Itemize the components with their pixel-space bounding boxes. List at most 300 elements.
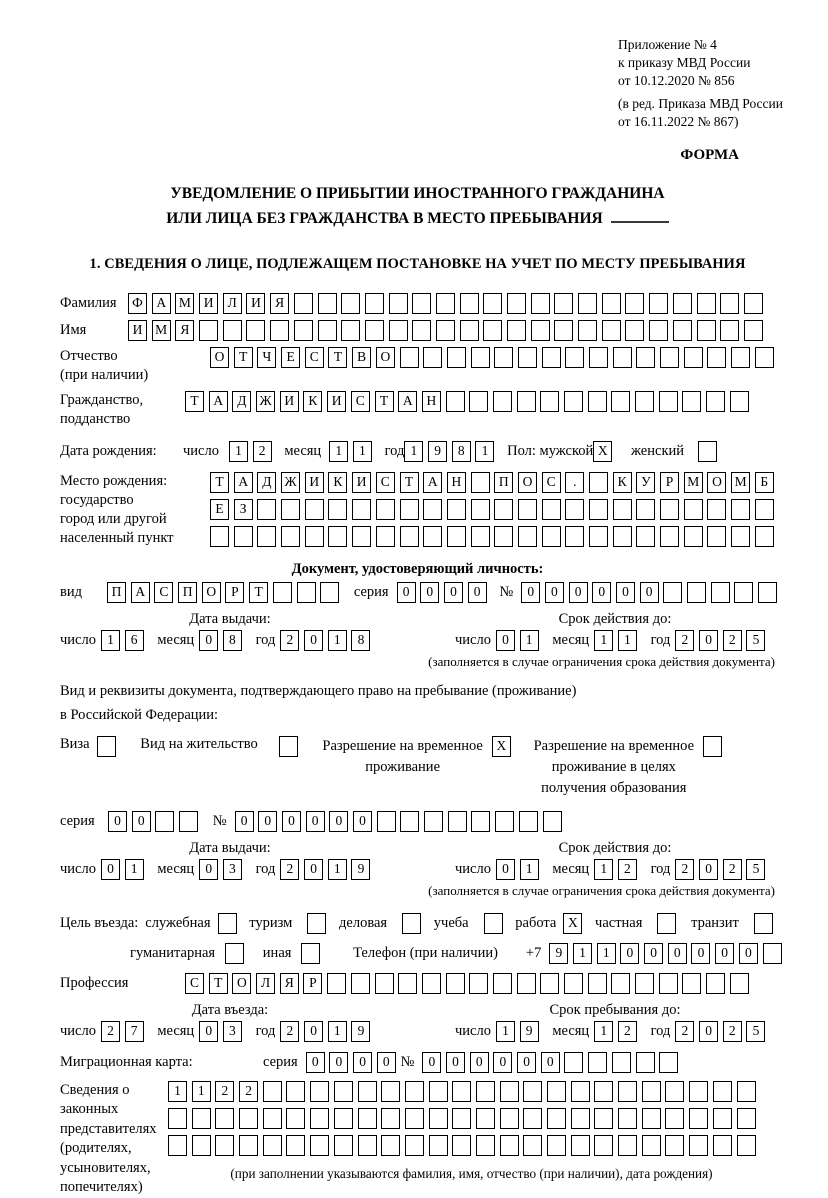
char-cell[interactable] [376,526,395,547]
char-cell[interactable]: 1 [597,943,616,964]
char-cell[interactable]: 0 [715,943,734,964]
char-cell[interactable]: 0 [101,859,120,880]
char-cell[interactable] [281,499,300,520]
char-cell[interactable]: О [518,472,537,493]
char-cell[interactable]: Д [232,391,251,412]
char-cell[interactable] [341,320,360,341]
char-cell[interactable] [754,913,773,934]
char-cell[interactable]: 2 [618,1021,637,1042]
char-cell[interactable] [263,1108,282,1129]
char-cell[interactable] [476,1135,495,1156]
char-cell[interactable] [305,526,324,547]
char-cell[interactable] [365,320,384,341]
char-cell[interactable] [400,526,419,547]
char-cell[interactable] [310,1108,329,1129]
char-cell[interactable]: 0 [304,859,323,880]
char-cell[interactable]: 0 [691,943,710,964]
char-cell[interactable] [493,973,512,994]
char-cell[interactable]: С [185,973,204,994]
char-cell[interactable] [698,441,717,462]
char-cell[interactable] [571,1108,590,1129]
char-cell[interactable]: 2 [101,1021,120,1042]
char-cell[interactable]: 2 [215,1081,234,1102]
char-cell[interactable]: 0 [108,811,127,832]
char-cell[interactable] [307,913,326,934]
char-cell[interactable]: 1 [328,859,347,880]
char-cell[interactable]: С [542,472,561,493]
char-cell[interactable]: 0 [377,1052,396,1073]
char-cell[interactable] [257,526,276,547]
char-cell[interactable] [720,320,739,341]
char-cell[interactable] [168,1135,187,1156]
char-cell[interactable]: П [107,582,126,603]
char-cell[interactable] [602,320,621,341]
purpose-study-checkbox[interactable] [484,913,508,934]
char-cell[interactable]: Р [660,472,679,493]
char-cell[interactable] [588,973,607,994]
char-cell[interactable]: 0 [420,582,439,603]
char-cell[interactable] [588,391,607,412]
char-cell[interactable] [405,1135,424,1156]
char-cell[interactable]: С [351,391,370,412]
char-cell[interactable]: Н [422,391,441,412]
char-cell[interactable]: 0 [493,1052,512,1073]
char-cell[interactable] [571,1081,590,1102]
char-cell[interactable] [673,293,692,314]
char-cell[interactable] [517,391,536,412]
char-cell[interactable]: 1 [168,1081,187,1102]
char-cell[interactable] [334,1108,353,1129]
char-cell[interactable] [763,943,782,964]
char-cell[interactable] [452,1081,471,1102]
char-cell[interactable]: Ж [256,391,275,412]
char-cell[interactable] [500,1135,519,1156]
char-cell[interactable] [429,1135,448,1156]
char-cell[interactable] [263,1081,282,1102]
char-cell[interactable]: 0 [496,630,515,651]
char-cell[interactable]: 0 [306,811,325,832]
char-cell[interactable] [554,293,573,314]
char-cell[interactable] [452,1108,471,1129]
char-cell[interactable]: 0 [306,1052,325,1073]
char-cell[interactable] [642,1108,661,1129]
char-cell[interactable]: 8 [452,441,471,462]
char-cell[interactable] [636,1052,655,1073]
char-cell[interactable] [564,1052,583,1073]
char-cell[interactable] [412,293,431,314]
purpose-other-checkbox[interactable] [301,943,325,964]
char-cell[interactable]: 9 [351,1021,370,1042]
char-cell[interactable]: 0 [470,1052,489,1073]
char-cell[interactable] [246,320,265,341]
char-cell[interactable]: 0 [304,630,323,651]
char-cell[interactable] [706,391,725,412]
char-cell[interactable]: 1 [125,859,144,880]
char-cell[interactable]: . [565,472,584,493]
char-cell[interactable] [594,1135,613,1156]
char-cell[interactable] [210,526,229,547]
char-cell[interactable]: 0 [545,582,564,603]
char-cell[interactable]: Т [375,391,394,412]
char-cell[interactable]: 1 [496,1021,515,1042]
purpose-humanitarian-checkbox[interactable] [225,943,249,964]
char-cell[interactable] [697,293,716,314]
char-cell[interactable] [636,526,655,547]
char-cell[interactable] [523,1108,542,1129]
char-cell[interactable]: Н [447,472,466,493]
char-cell[interactable] [318,320,337,341]
char-cell[interactable] [611,973,630,994]
char-cell[interactable] [663,582,682,603]
char-cell[interactable] [744,293,763,314]
char-cell[interactable] [531,293,550,314]
char-cell[interactable]: 0 [541,1052,560,1073]
char-cell[interactable]: М [731,472,750,493]
char-cell[interactable] [523,1081,542,1102]
char-cell[interactable] [540,391,559,412]
char-cell[interactable] [294,320,313,341]
char-cell[interactable] [542,347,561,368]
char-cell[interactable] [578,320,597,341]
char-cell[interactable] [571,1135,590,1156]
char-cell[interactable]: 0 [353,811,372,832]
char-cell[interactable] [377,811,396,832]
char-cell[interactable] [523,1135,542,1156]
char-cell[interactable] [613,499,632,520]
char-cell[interactable] [684,347,703,368]
char-cell[interactable]: 0 [304,1021,323,1042]
char-cell[interactable] [460,293,479,314]
char-cell[interactable]: И [128,320,147,341]
purpose-business-checkbox[interactable] [402,913,426,934]
char-cell[interactable] [218,913,237,934]
char-cell[interactable] [471,499,490,520]
char-cell[interactable]: 0 [446,1052,465,1073]
char-cell[interactable]: 9 [351,859,370,880]
char-cell[interactable] [281,526,300,547]
char-cell[interactable] [657,913,676,934]
char-cell[interactable]: 2 [675,630,694,651]
char-cell[interactable]: Я [270,293,289,314]
char-cell[interactable]: 1 [101,630,120,651]
char-cell[interactable]: З [234,499,253,520]
char-cell[interactable] [358,1135,377,1156]
char-cell[interactable] [301,943,320,964]
char-cell[interactable] [389,293,408,314]
char-cell[interactable]: 1 [353,441,372,462]
char-cell[interactable] [365,293,384,314]
char-cell[interactable] [199,320,218,341]
char-cell[interactable] [405,1081,424,1102]
char-cell[interactable]: И [305,472,324,493]
char-cell[interactable] [429,1081,448,1102]
char-cell[interactable] [436,293,455,314]
char-cell[interactable] [500,1081,519,1102]
char-cell[interactable] [334,1081,353,1102]
char-cell[interactable]: 5 [746,630,765,651]
char-cell[interactable] [375,973,394,994]
char-cell[interactable] [310,1135,329,1156]
char-cell[interactable] [400,347,419,368]
char-cell[interactable]: Е [210,499,229,520]
char-cell[interactable] [471,347,490,368]
char-cell[interactable] [476,1081,495,1102]
char-cell[interactable] [495,811,514,832]
char-cell[interactable] [286,1135,305,1156]
char-cell[interactable]: 0 [468,582,487,603]
char-cell[interactable]: О [210,347,229,368]
char-cell[interactable] [578,293,597,314]
char-cell[interactable] [564,391,583,412]
char-cell[interactable] [423,347,442,368]
char-cell[interactable]: О [232,973,251,994]
char-cell[interactable]: И [352,472,371,493]
char-cell[interactable] [484,913,503,934]
char-cell[interactable]: М [152,320,171,341]
temp-edu-checkbox[interactable] [703,736,727,757]
char-cell[interactable] [328,499,347,520]
char-cell[interactable]: 9 [428,441,447,462]
char-cell[interactable] [564,973,583,994]
char-cell[interactable]: И [199,293,218,314]
char-cell[interactable] [755,526,774,547]
char-cell[interactable]: Т [209,973,228,994]
char-cell[interactable] [734,582,753,603]
char-cell[interactable] [625,293,644,314]
char-cell[interactable]: 0 [235,811,254,832]
char-cell[interactable]: 0 [699,859,718,880]
char-cell[interactable] [542,526,561,547]
char-cell[interactable]: 9 [549,943,568,964]
purpose-transit-checkbox[interactable] [754,913,778,934]
char-cell[interactable] [565,526,584,547]
purpose-official-checkbox[interactable] [218,913,242,934]
char-cell[interactable] [602,293,621,314]
char-cell[interactable] [706,973,725,994]
char-cell[interactable]: 0 [329,1052,348,1073]
char-cell[interactable] [518,526,537,547]
char-cell[interactable]: К [613,472,632,493]
char-cell[interactable]: X [593,441,612,462]
char-cell[interactable] [665,1081,684,1102]
char-cell[interactable] [273,582,292,603]
char-cell[interactable]: X [492,736,511,757]
char-cell[interactable] [494,499,513,520]
char-cell[interactable]: Т [249,582,268,603]
temp-permit-checkbox[interactable] [492,736,516,757]
char-cell[interactable]: 2 [618,859,637,880]
char-cell[interactable] [547,1135,566,1156]
char-cell[interactable] [618,1081,637,1102]
char-cell[interactable] [405,1108,424,1129]
char-cell[interactable] [294,293,313,314]
char-cell[interactable] [713,1135,732,1156]
char-cell[interactable]: 1 [329,441,348,462]
char-cell[interactable] [554,320,573,341]
char-cell[interactable] [707,347,726,368]
char-cell[interactable]: 0 [699,630,718,651]
char-cell[interactable]: И [280,391,299,412]
char-cell[interactable] [589,472,608,493]
char-cell[interactable]: Т [210,472,229,493]
char-cell[interactable]: 1 [520,859,539,880]
char-cell[interactable] [448,811,467,832]
char-cell[interactable] [320,582,339,603]
char-cell[interactable] [755,347,774,368]
char-cell[interactable] [215,1135,234,1156]
char-cell[interactable]: О [376,347,395,368]
char-cell[interactable]: 1 [404,441,423,462]
char-cell[interactable]: 2 [280,630,299,651]
char-cell[interactable] [446,973,465,994]
char-cell[interactable] [565,347,584,368]
char-cell[interactable] [684,499,703,520]
char-cell[interactable] [286,1108,305,1129]
char-cell[interactable]: 0 [640,582,659,603]
char-cell[interactable]: 0 [199,630,218,651]
char-cell[interactable]: С [154,582,173,603]
char-cell[interactable] [225,943,244,964]
char-cell[interactable]: 2 [239,1081,258,1102]
char-cell[interactable]: А [398,391,417,412]
char-cell[interactable]: 9 [520,1021,539,1042]
char-cell[interactable] [660,347,679,368]
char-cell[interactable] [270,320,289,341]
char-cell[interactable]: В [352,347,371,368]
char-cell[interactable]: 0 [199,1021,218,1042]
char-cell[interactable]: 0 [132,811,151,832]
char-cell[interactable]: X [563,913,582,934]
char-cell[interactable] [636,347,655,368]
char-cell[interactable] [471,472,490,493]
char-cell[interactable]: М [175,293,194,314]
char-cell[interactable] [389,320,408,341]
char-cell[interactable] [737,1135,756,1156]
char-cell[interactable] [358,1081,377,1102]
char-cell[interactable] [358,1108,377,1129]
char-cell[interactable] [446,391,465,412]
char-cell[interactable] [476,1108,495,1129]
char-cell[interactable]: У [636,472,655,493]
char-cell[interactable] [376,499,395,520]
char-cell[interactable] [351,973,370,994]
char-cell[interactable]: 8 [223,630,242,651]
char-cell[interactable] [352,526,371,547]
char-cell[interactable]: М [684,472,703,493]
char-cell[interactable]: А [234,472,253,493]
char-cell[interactable]: 0 [668,943,687,964]
char-cell[interactable] [689,1135,708,1156]
char-cell[interactable] [423,526,442,547]
char-cell[interactable] [239,1108,258,1129]
char-cell[interactable] [215,1108,234,1129]
char-cell[interactable]: Л [256,973,275,994]
char-cell[interactable] [618,1108,637,1129]
char-cell[interactable] [687,582,706,603]
char-cell[interactable] [531,320,550,341]
char-cell[interactable]: 1 [618,630,637,651]
char-cell[interactable]: Я [175,320,194,341]
char-cell[interactable] [731,526,750,547]
char-cell[interactable]: 1 [475,441,494,462]
char-cell[interactable]: Т [400,472,419,493]
char-cell[interactable] [429,1108,448,1129]
char-cell[interactable] [642,1135,661,1156]
char-cell[interactable] [684,526,703,547]
char-cell[interactable] [711,582,730,603]
char-cell[interactable] [682,391,701,412]
char-cell[interactable]: 2 [723,1021,742,1042]
char-cell[interactable] [168,1108,187,1129]
char-cell[interactable] [589,526,608,547]
char-cell[interactable] [381,1108,400,1129]
char-cell[interactable]: 1 [594,859,613,880]
char-cell[interactable] [755,499,774,520]
char-cell[interactable]: А [423,472,442,493]
char-cell[interactable] [594,1108,613,1129]
char-cell[interactable]: 0 [521,582,540,603]
char-cell[interactable] [447,526,466,547]
char-cell[interactable] [500,1108,519,1129]
char-cell[interactable] [517,973,536,994]
char-cell[interactable] [381,1081,400,1102]
char-cell[interactable] [263,1135,282,1156]
char-cell[interactable]: К [303,391,322,412]
char-cell[interactable] [589,347,608,368]
char-cell[interactable] [234,526,253,547]
char-cell[interactable] [744,320,763,341]
char-cell[interactable] [660,526,679,547]
char-cell[interactable]: 0 [644,943,663,964]
char-cell[interactable] [279,736,298,757]
char-cell[interactable] [494,526,513,547]
char-cell[interactable]: Л [223,293,242,314]
char-cell[interactable]: 0 [699,1021,718,1042]
char-cell[interactable] [625,320,644,341]
char-cell[interactable] [636,499,655,520]
char-cell[interactable] [257,499,276,520]
char-cell[interactable] [286,1081,305,1102]
char-cell[interactable] [447,499,466,520]
char-cell[interactable]: 2 [280,1021,299,1042]
char-cell[interactable]: 6 [125,630,144,651]
char-cell[interactable]: 0 [329,811,348,832]
char-cell[interactable] [737,1081,756,1102]
char-cell[interactable] [547,1108,566,1129]
char-cell[interactable]: 2 [675,1021,694,1042]
char-cell[interactable] [447,347,466,368]
char-cell[interactable] [713,1108,732,1129]
char-cell[interactable] [469,391,488,412]
char-cell[interactable] [689,1081,708,1102]
char-cell[interactable] [400,811,419,832]
char-cell[interactable]: 0 [397,582,416,603]
char-cell[interactable] [471,811,490,832]
char-cell[interactable] [424,811,443,832]
char-cell[interactable] [469,973,488,994]
char-cell[interactable] [518,347,537,368]
char-cell[interactable] [519,811,538,832]
char-cell[interactable]: Р [225,582,244,603]
char-cell[interactable]: Ф [128,293,147,314]
char-cell[interactable]: 2 [675,859,694,880]
char-cell[interactable]: Ж [281,472,300,493]
sex-female-checkbox[interactable] [698,441,722,462]
char-cell[interactable]: 1 [520,630,539,651]
char-cell[interactable] [635,973,654,994]
char-cell[interactable] [310,1081,329,1102]
char-cell[interactable] [665,1135,684,1156]
